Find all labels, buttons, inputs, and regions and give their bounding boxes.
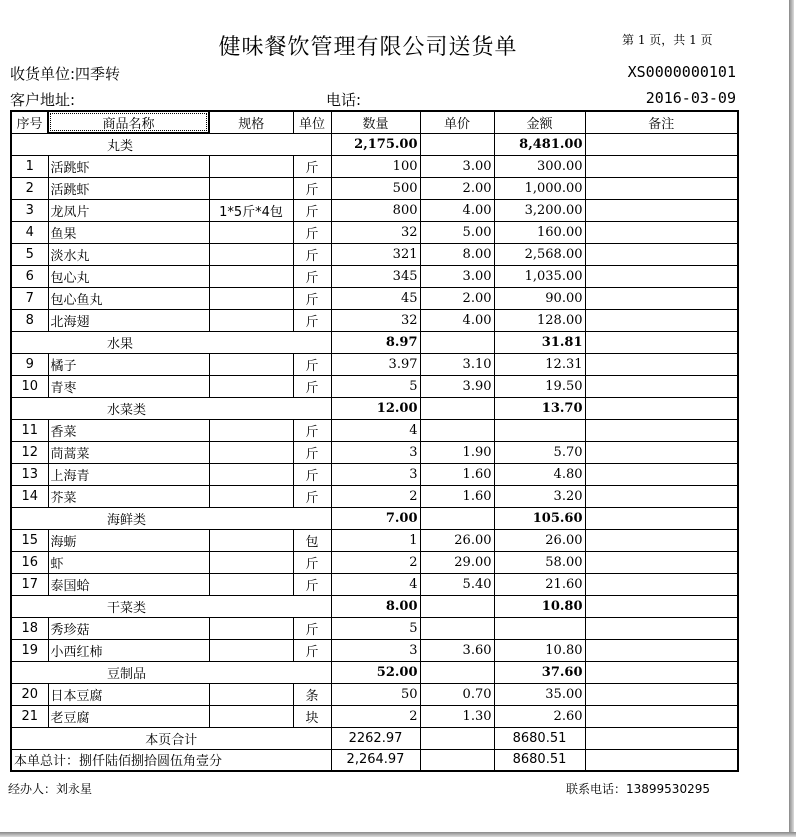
item-no: 6	[11, 265, 48, 287]
item-spec	[209, 705, 293, 727]
grand-total-remark-empty	[585, 749, 738, 771]
category-remark-empty	[585, 133, 738, 155]
category-amount: 31.81	[494, 331, 585, 353]
item-no: 18	[11, 617, 48, 639]
category-price-empty	[420, 331, 494, 353]
item-no: 20	[11, 683, 48, 705]
item-qty: 5	[331, 375, 420, 397]
contact-phone: 联系电话：13899530295	[566, 782, 710, 796]
item-unit: 斤	[293, 199, 331, 221]
category-remark-empty	[585, 595, 738, 617]
item-remark	[585, 221, 738, 243]
table-row	[11, 441, 738, 463]
item-name: 香菜	[48, 419, 209, 441]
item-no: 10	[11, 375, 48, 397]
page-shadow-right	[789, 0, 794, 832]
item-qty: 32	[331, 309, 420, 331]
item-remark	[585, 551, 738, 573]
category-price-empty	[420, 661, 494, 683]
item-qty: 3.97	[331, 353, 420, 375]
item-unit: 斤	[293, 617, 331, 639]
table-row	[11, 617, 738, 639]
handler-name: 经办人：刘永星	[8, 782, 93, 796]
item-qty: 32	[331, 221, 420, 243]
page-total-price-empty	[420, 727, 494, 749]
table-row	[11, 375, 738, 397]
item-price	[420, 419, 494, 441]
item-name: 活跳虾	[48, 177, 209, 199]
category-remark-empty	[585, 661, 738, 683]
item-spec	[209, 617, 293, 639]
item-name: 老豆腐	[48, 705, 209, 727]
table-row	[11, 551, 738, 573]
item-price: 2.00	[420, 287, 494, 309]
item-amount: 3.20	[494, 485, 585, 507]
item-no: 11	[11, 419, 48, 441]
item-unit: 斤	[293, 441, 331, 463]
category-row	[11, 331, 738, 353]
item-spec	[209, 309, 293, 331]
item-remark	[585, 287, 738, 309]
item-name: 秀珍菇	[48, 617, 209, 639]
item-spec	[209, 375, 293, 397]
item-remark	[585, 177, 738, 199]
item-unit: 斤	[293, 463, 331, 485]
item-spec	[209, 419, 293, 441]
item-qty: 50	[331, 683, 420, 705]
item-price: 0.70	[420, 683, 494, 705]
item-remark	[585, 573, 738, 595]
item-no: 7	[11, 287, 48, 309]
item-name: 泰国蛤	[48, 573, 209, 595]
category-name: 丸类	[11, 133, 331, 155]
item-name: 橘子	[48, 353, 209, 375]
item-no: 15	[11, 529, 48, 551]
category-remark-empty	[585, 507, 738, 529]
item-no: 9	[11, 353, 48, 375]
item-unit: 斤	[293, 573, 331, 595]
item-name: 龙凤片	[48, 199, 209, 221]
page-total-qty: 2262.97	[331, 727, 420, 749]
grand-total-label: 本单总计：捌仟陆佰捌拾圆伍角壹分	[11, 749, 331, 771]
item-unit: 斤	[293, 309, 331, 331]
category-name: 干菜类	[11, 595, 331, 617]
document-number: XS0000000101	[627, 63, 736, 81]
item-price: 26.00	[420, 529, 494, 551]
category-price-empty	[420, 595, 494, 617]
item-price: 3.10	[420, 353, 494, 375]
item-amount: 10.80	[494, 639, 585, 661]
item-amount: 3,200.00	[494, 199, 585, 221]
page-total-row	[11, 727, 738, 749]
item-amount: 90.00	[494, 287, 585, 309]
table-row	[11, 419, 738, 441]
item-amount: 1,035.00	[494, 265, 585, 287]
category-qty: 8.97	[331, 331, 420, 353]
item-no: 19	[11, 639, 48, 661]
table-header-row	[11, 111, 738, 133]
category-amount: 37.60	[494, 661, 585, 683]
item-remark	[585, 419, 738, 441]
item-amount: 21.60	[494, 573, 585, 595]
category-amount: 13.70	[494, 397, 585, 419]
item-qty: 800	[331, 199, 420, 221]
table-row	[11, 155, 738, 177]
grand-total-price-empty	[420, 749, 494, 771]
item-remark	[585, 265, 738, 287]
item-no: 13	[11, 463, 48, 485]
item-remark	[585, 375, 738, 397]
item-spec	[209, 221, 293, 243]
item-name: 青枣	[48, 375, 209, 397]
page-total-remark-empty	[585, 727, 738, 749]
col-header-amount: 金额	[494, 111, 585, 133]
item-unit: 斤	[293, 265, 331, 287]
item-unit: 斤	[293, 155, 331, 177]
item-unit: 斤	[293, 375, 331, 397]
table-row	[11, 639, 738, 661]
item-price: 3.90	[420, 375, 494, 397]
grand-total-amount: 8680.51	[494, 749, 585, 771]
item-unit: 斤	[293, 221, 331, 243]
col-header-price: 单价	[420, 111, 494, 133]
page-total-label: 本页合计	[11, 727, 331, 749]
delivery-table	[10, 110, 739, 772]
item-remark	[585, 441, 738, 463]
item-qty: 4	[331, 573, 420, 595]
item-price: 1.30	[420, 705, 494, 727]
page-shadow-bottom	[0, 832, 796, 837]
item-name: 上海青	[48, 463, 209, 485]
item-spec	[209, 243, 293, 265]
item-no: 5	[11, 243, 48, 265]
table-row	[11, 353, 738, 375]
item-price: 5.40	[420, 573, 494, 595]
item-amount: 2.60	[494, 705, 585, 727]
page-info: 第 1 页，共 1 页	[622, 33, 713, 47]
item-unit: 斤	[293, 639, 331, 661]
col-header-qty: 数量	[331, 111, 420, 133]
customer-address-label: 客户地址:	[10, 91, 76, 109]
item-no: 2	[11, 177, 48, 199]
item-remark	[585, 529, 738, 551]
category-name: 海鲜类	[11, 507, 331, 529]
table-row	[11, 287, 738, 309]
document-date: 2016-03-09	[645, 89, 736, 107]
item-qty: 5	[331, 617, 420, 639]
item-qty: 3	[331, 639, 420, 661]
item-price: 4.00	[420, 199, 494, 221]
page-total-amount: 8680.51	[494, 727, 585, 749]
item-no: 3	[11, 199, 48, 221]
category-qty: 2,175.00	[331, 133, 420, 155]
item-no: 1	[11, 155, 48, 177]
category-remark-empty	[585, 331, 738, 353]
item-no: 4	[11, 221, 48, 243]
item-remark	[585, 199, 738, 221]
item-amount: 5.70	[494, 441, 585, 463]
item-qty: 500	[331, 177, 420, 199]
item-name: 包心丸	[48, 265, 209, 287]
table-row	[11, 309, 738, 331]
item-remark	[585, 309, 738, 331]
receiver-unit: 收货单位:四季转	[10, 65, 121, 83]
item-price: 3.00	[420, 155, 494, 177]
item-amount: 35.00	[494, 683, 585, 705]
col-header-unit: 单位	[293, 111, 331, 133]
table-row	[11, 705, 738, 727]
item-amount: 2,568.00	[494, 243, 585, 265]
item-no: 17	[11, 573, 48, 595]
item-amount: 58.00	[494, 551, 585, 573]
item-unit: 条	[293, 683, 331, 705]
table-row	[11, 529, 738, 551]
item-spec	[209, 287, 293, 309]
item-remark	[585, 155, 738, 177]
item-spec	[209, 155, 293, 177]
item-name: 海蛎	[48, 529, 209, 551]
table-row	[11, 177, 738, 199]
item-qty: 345	[331, 265, 420, 287]
item-name: 茼蒿菜	[48, 441, 209, 463]
item-qty: 3	[331, 463, 420, 485]
item-unit: 块	[293, 705, 331, 727]
document-title: 健味餐饮管理有限公司送货单	[218, 35, 518, 60]
item-remark	[585, 705, 738, 727]
item-remark	[585, 683, 738, 705]
item-name: 虾	[48, 551, 209, 573]
item-amount	[494, 617, 585, 639]
item-spec	[209, 551, 293, 573]
category-name: 水菜类	[11, 397, 331, 419]
item-qty: 100	[331, 155, 420, 177]
category-qty: 8.00	[331, 595, 420, 617]
item-remark	[585, 243, 738, 265]
item-unit: 斤	[293, 287, 331, 309]
item-price: 2.00	[420, 177, 494, 199]
category-amount: 8,481.00	[494, 133, 585, 155]
item-name: 小西红柿	[48, 639, 209, 661]
table-row	[11, 265, 738, 287]
item-amount: 4.80	[494, 463, 585, 485]
item-amount: 1,000.00	[494, 177, 585, 199]
col-header-spec: 规格	[209, 111, 293, 133]
item-remark	[585, 639, 738, 661]
category-remark-empty	[585, 397, 738, 419]
item-qty: 2	[331, 705, 420, 727]
item-amount: 12.31	[494, 353, 585, 375]
table-row	[11, 199, 738, 221]
category-price-empty	[420, 507, 494, 529]
category-qty: 52.00	[331, 661, 420, 683]
item-no: 14	[11, 485, 48, 507]
item-spec	[209, 353, 293, 375]
category-amount: 10.80	[494, 595, 585, 617]
item-amount: 160.00	[494, 221, 585, 243]
item-price: 3.00	[420, 265, 494, 287]
item-spec	[209, 529, 293, 551]
grand-total-row	[11, 749, 738, 771]
item-name: 活跳虾	[48, 155, 209, 177]
item-unit: 斤	[293, 177, 331, 199]
category-row	[11, 661, 738, 683]
item-spec	[209, 683, 293, 705]
table-row	[11, 683, 738, 705]
table-row	[11, 243, 738, 265]
item-price	[420, 617, 494, 639]
item-name: 日本豆腐	[48, 683, 209, 705]
item-no: 8	[11, 309, 48, 331]
item-spec	[209, 463, 293, 485]
item-no: 16	[11, 551, 48, 573]
item-remark	[585, 353, 738, 375]
col-header-remark: 备注	[585, 111, 738, 133]
item-price: 3.60	[420, 639, 494, 661]
category-row	[11, 133, 738, 155]
item-unit: 斤	[293, 419, 331, 441]
table-row	[11, 221, 738, 243]
category-qty: 7.00	[331, 507, 420, 529]
category-row	[11, 397, 738, 419]
item-name: 淡水丸	[48, 243, 209, 265]
item-qty: 3	[331, 441, 420, 463]
item-unit: 斤	[293, 243, 331, 265]
item-spec: 1*5斤*4包	[209, 199, 293, 221]
item-price: 1.90	[420, 441, 494, 463]
item-spec	[209, 441, 293, 463]
item-amount: 128.00	[494, 309, 585, 331]
item-qty: 321	[331, 243, 420, 265]
item-amount: 19.50	[494, 375, 585, 397]
item-name: 包心鱼丸	[48, 287, 209, 309]
col-header-no: 序号	[11, 111, 48, 133]
item-spec	[209, 265, 293, 287]
item-qty: 2	[331, 551, 420, 573]
item-qty: 1	[331, 529, 420, 551]
item-name: 芥菜	[48, 485, 209, 507]
category-row	[11, 595, 738, 617]
item-remark	[585, 485, 738, 507]
category-price-empty	[420, 133, 494, 155]
category-name: 水果	[11, 331, 331, 353]
category-amount: 105.60	[494, 507, 585, 529]
item-price: 4.00	[420, 309, 494, 331]
item-amount: 300.00	[494, 155, 585, 177]
item-amount	[494, 419, 585, 441]
item-qty: 4	[331, 419, 420, 441]
item-no: 12	[11, 441, 48, 463]
table-row	[11, 573, 738, 595]
item-remark	[585, 463, 738, 485]
item-spec	[209, 177, 293, 199]
item-price: 1.60	[420, 485, 494, 507]
category-row	[11, 507, 738, 529]
phone-label: 电话:	[326, 91, 362, 109]
item-name: 鱼果	[48, 221, 209, 243]
table-row	[11, 463, 738, 485]
item-price: 5.00	[420, 221, 494, 243]
category-price-empty	[420, 397, 494, 419]
col-header-name[interactable]: 商品名称	[48, 111, 209, 133]
item-qty: 2	[331, 485, 420, 507]
item-amount: 26.00	[494, 529, 585, 551]
item-unit: 包	[293, 529, 331, 551]
category-qty: 12.00	[331, 397, 420, 419]
item-qty: 45	[331, 287, 420, 309]
category-name: 豆制品	[11, 661, 331, 683]
item-unit: 斤	[293, 551, 331, 573]
item-remark	[585, 617, 738, 639]
item-price: 8.00	[420, 243, 494, 265]
item-name: 北海翅	[48, 309, 209, 331]
item-unit: 斤	[293, 353, 331, 375]
item-spec	[209, 485, 293, 507]
item-spec	[209, 639, 293, 661]
item-price: 29.00	[420, 551, 494, 573]
item-unit: 斤	[293, 485, 331, 507]
table-row	[11, 485, 738, 507]
grand-total-qty: 2,264.97	[331, 749, 420, 771]
item-price: 1.60	[420, 463, 494, 485]
item-no: 21	[11, 705, 48, 727]
item-spec	[209, 573, 293, 595]
